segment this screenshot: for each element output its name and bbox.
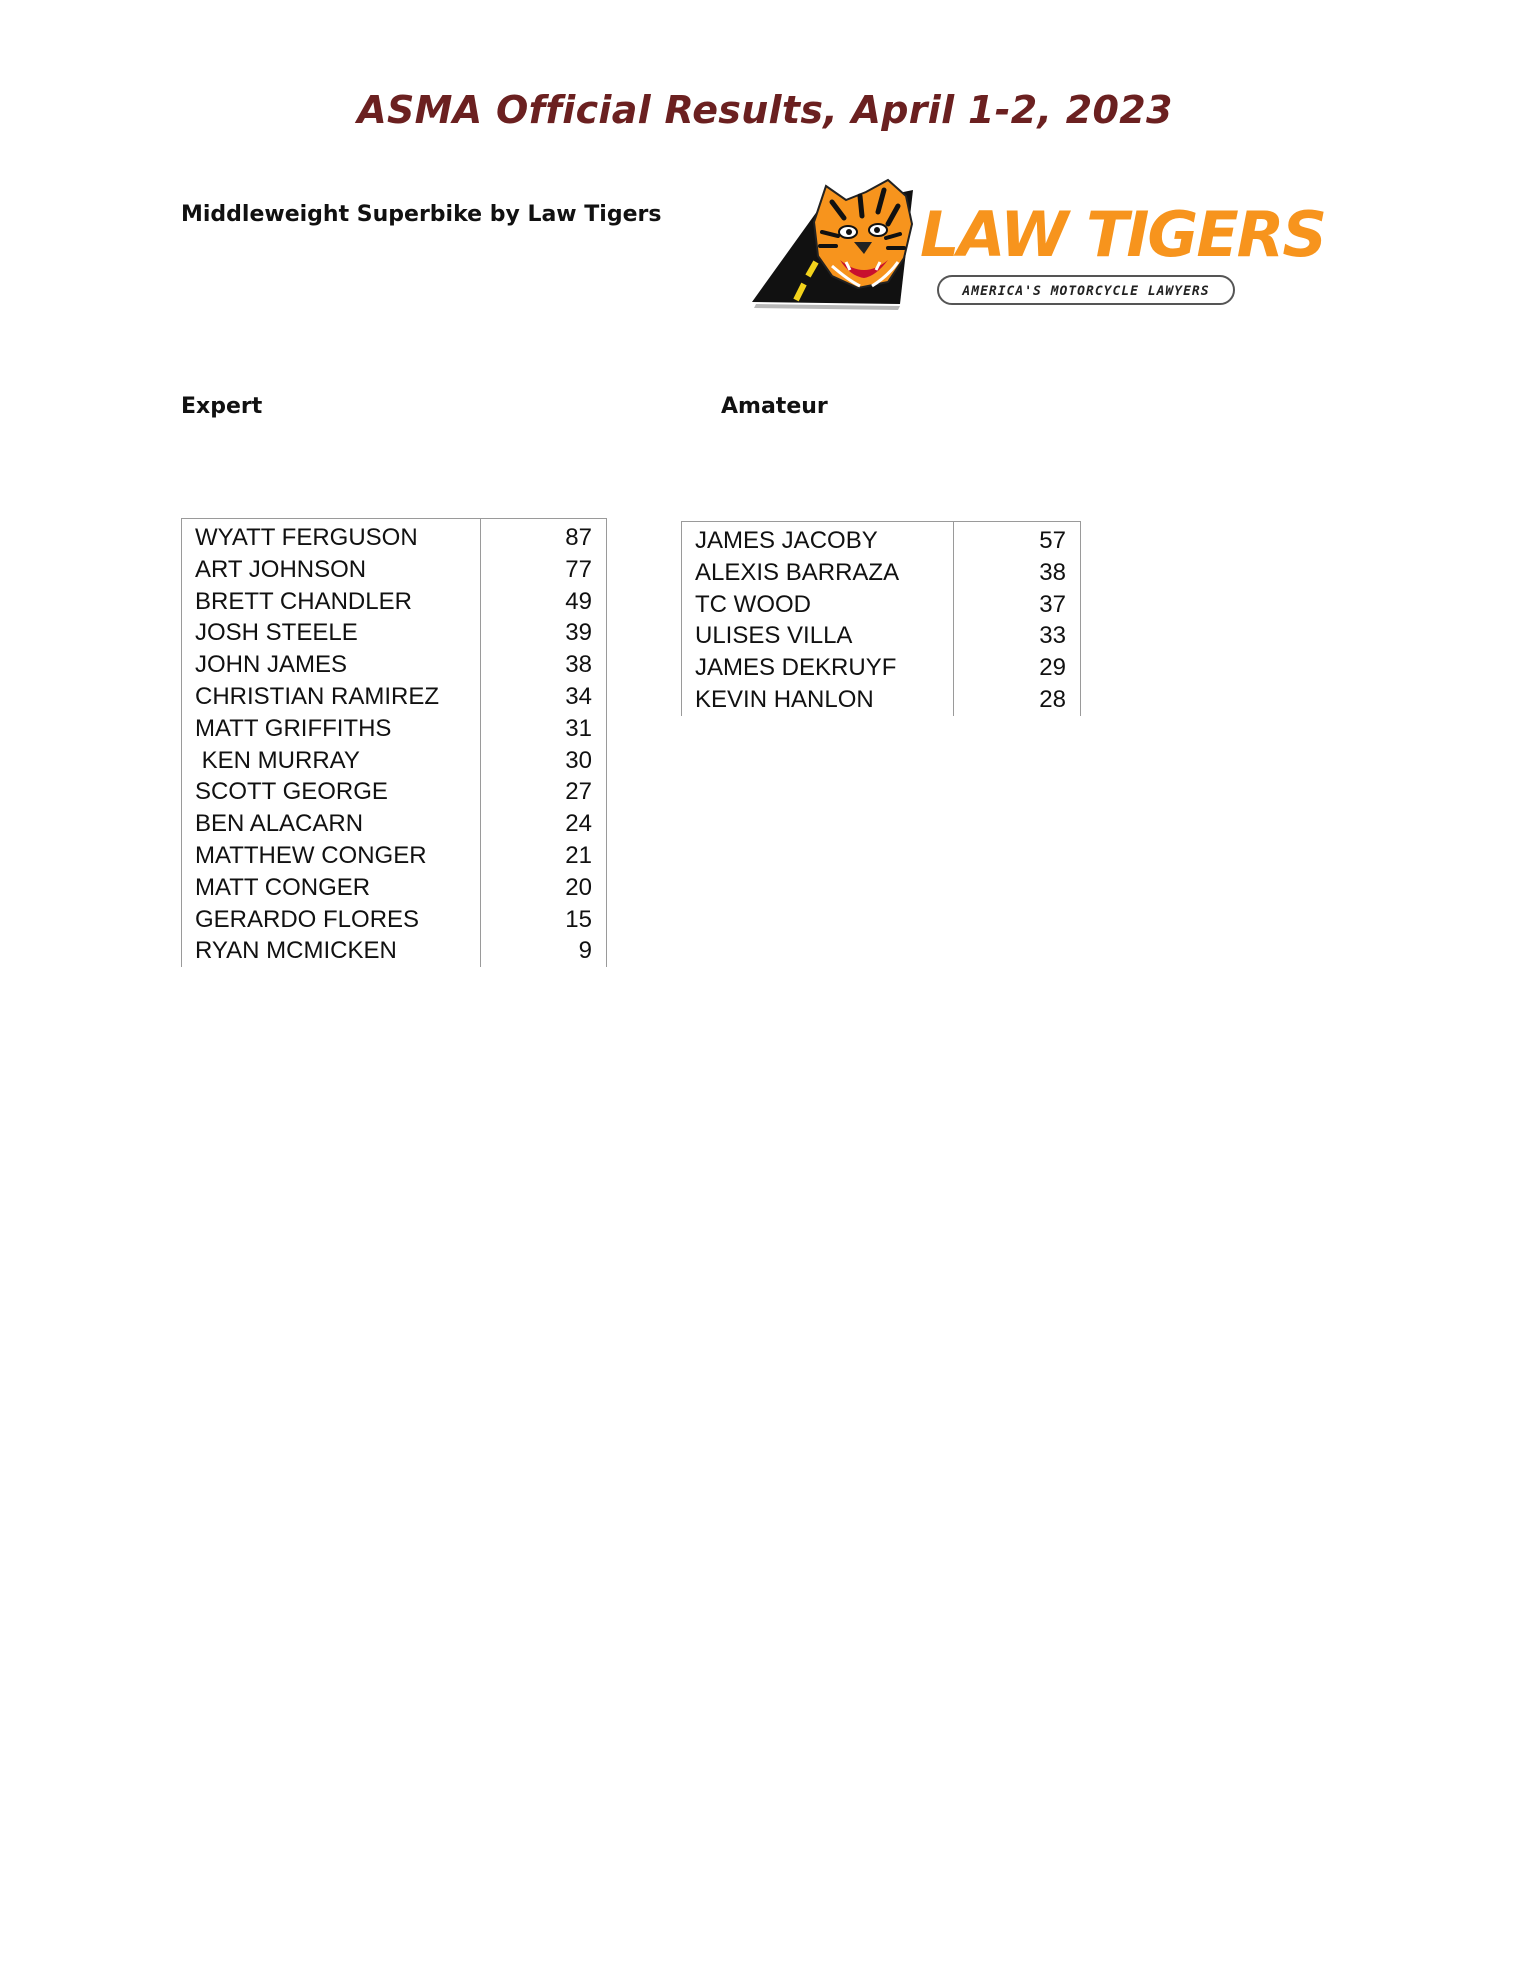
- expert-heading: Expert: [181, 394, 263, 419]
- rider-name: JOSH STEELE: [195, 619, 358, 647]
- rider-name: CHRISTIAN RAMIREZ: [195, 682, 440, 710]
- result-row: [182, 745, 606, 777]
- rider-points: 28: [1039, 685, 1066, 713]
- result-row: [182, 681, 606, 713]
- result-row: [682, 557, 1080, 589]
- rider-points: 24: [565, 810, 592, 838]
- result-row: [182, 586, 606, 618]
- result-row: [182, 522, 606, 554]
- rider-points: 39: [565, 619, 592, 647]
- rider-points: 27: [565, 778, 592, 806]
- rider-name: TC WOOD: [695, 590, 811, 618]
- result-row: [182, 713, 606, 745]
- rider-name: RYAN MCMICKEN: [195, 937, 397, 965]
- result-row: [682, 589, 1080, 621]
- rider-name: MATT CONGER: [195, 873, 371, 901]
- rider-name: WYATT FERGUSON: [195, 524, 418, 551]
- rider-points: 57: [1039, 527, 1066, 554]
- rider-name: SCOTT GEORGE: [195, 778, 388, 806]
- result-row: [682, 525, 1080, 557]
- rider-points: 33: [1039, 622, 1066, 650]
- result-row: [682, 620, 1080, 652]
- rider-name: KEN MURRAY: [195, 746, 360, 774]
- rider-points: 29: [1039, 654, 1066, 682]
- rider-points: 87: [565, 524, 592, 551]
- rider-points: 9: [578, 937, 592, 965]
- rider-name: JAMES DEKRUYF: [695, 654, 897, 682]
- rider-points: 15: [565, 905, 592, 933]
- rider-name: ALEXIS BARRAZA: [695, 558, 900, 586]
- rider-points: 37: [1039, 590, 1066, 618]
- logo-tagline: AMERICA'S MOTORCYCLE LAWYERS: [962, 284, 1210, 299]
- result-row: [682, 684, 1080, 716]
- rider-name: KEVIN HANLON: [695, 685, 874, 713]
- rider-points: 77: [565, 555, 592, 583]
- rider-points: 20: [565, 873, 592, 901]
- rider-name: BEN ALACARN: [195, 810, 364, 838]
- amateur-heading: Amateur: [721, 394, 828, 419]
- result-row: [182, 840, 606, 872]
- logo-wordmark: LAW TIGERS: [920, 198, 1326, 271]
- result-row: [182, 808, 606, 840]
- expert-results-table: [181, 518, 607, 967]
- result-row: [182, 776, 606, 808]
- road-shadow-shape: [754, 304, 900, 310]
- result-row: [182, 904, 606, 936]
- result-row: [182, 872, 606, 904]
- rider-name: ART JOHNSON: [195, 555, 367, 583]
- law-tigers-logo: [748, 176, 1326, 312]
- rider-name: JOHN JAMES: [195, 651, 348, 679]
- result-row: [182, 554, 606, 586]
- rider-points: 31: [565, 714, 592, 742]
- amateur-results-table: [681, 521, 1081, 716]
- result-row: [182, 935, 606, 967]
- rider-points: 38: [565, 651, 592, 679]
- rider-name: MATTHEW CONGER: [195, 841, 427, 869]
- rider-name: GERARDO FLORES: [195, 905, 420, 933]
- law-tigers-logo-graphic: [748, 176, 1326, 312]
- rider-points: 34: [565, 682, 592, 710]
- rider-name: ULISES VILLA: [695, 622, 853, 650]
- result-row: [182, 649, 606, 681]
- rider-name: MATT GRIFFITHS: [195, 714, 392, 742]
- rider-name: JAMES JACOBY: [695, 527, 878, 554]
- rider-name: BRETT CHANDLER: [195, 587, 412, 615]
- page-title: ASMA Official Results, April 1-2, 2023: [357, 88, 1173, 132]
- rider-points: 30: [565, 746, 592, 774]
- class-subtitle: Middleweight Superbike by Law Tigers: [181, 202, 662, 227]
- rider-points: 49: [565, 587, 592, 615]
- result-row: [182, 617, 606, 649]
- result-row: [682, 652, 1080, 684]
- rider-points: 21: [565, 841, 592, 869]
- rider-points: 38: [1039, 558, 1066, 586]
